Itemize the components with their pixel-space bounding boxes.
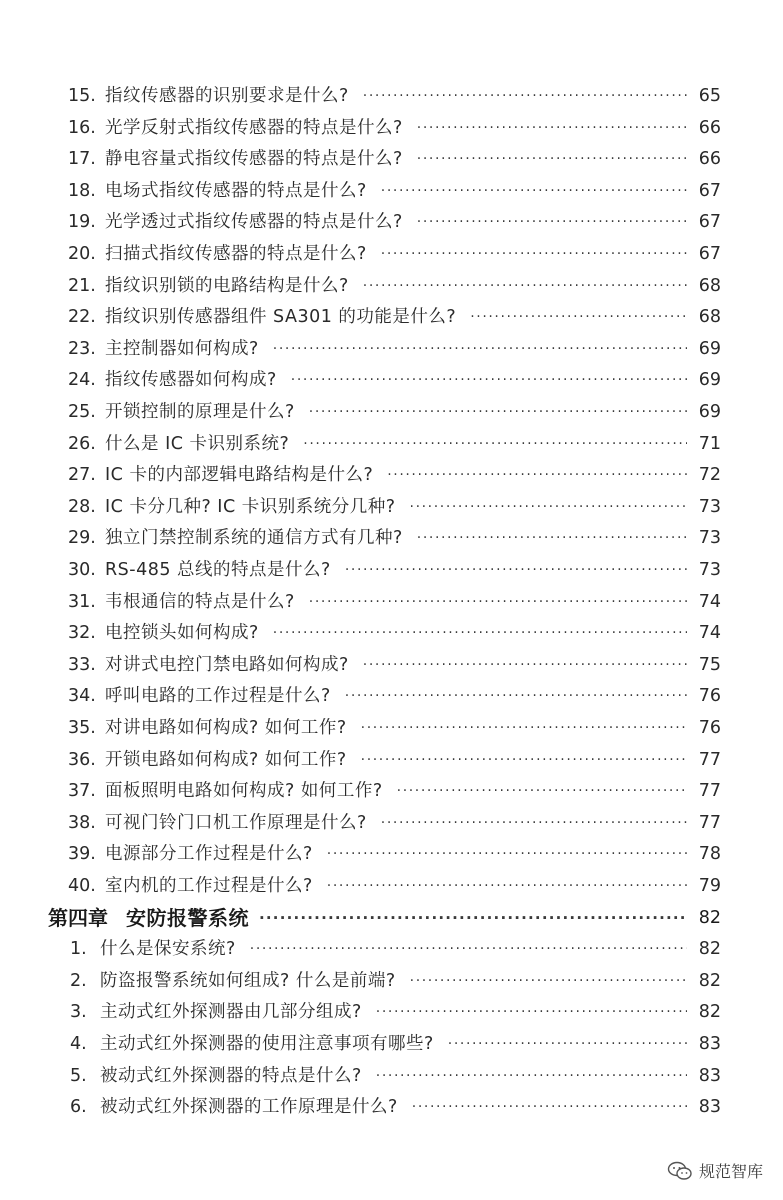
toc-entry-number: 2.	[70, 970, 87, 991]
toc-entry-page: 83	[698, 1097, 721, 1118]
toc-entry[interactable]	[70, 966, 721, 996]
toc-entry-page: 69	[698, 402, 721, 422]
toc-entry-title: 指纹识别传感器组件 SA301 的功能是什么?	[105, 307, 457, 328]
toc-entry[interactable]	[68, 176, 721, 206]
dot-leader	[381, 239, 687, 269]
toc-entry-number: 18.	[68, 180, 96, 201]
toc-entry[interactable]	[68, 397, 721, 427]
toc-entry[interactable]	[68, 460, 721, 490]
toc-entry-title: 主控制器如何构成?	[105, 338, 259, 359]
toc-entry[interactable]	[68, 808, 721, 838]
toc-entry-number: 28.	[68, 496, 96, 517]
toc-entry[interactable]	[68, 650, 721, 680]
toc-entry-page: 82	[698, 970, 721, 991]
dot-leader	[345, 555, 687, 585]
toc-entry-title: 对讲式电控门禁电路如何构成?	[105, 654, 349, 675]
toc-entry-number: 40.	[68, 876, 96, 896]
toc-entry-page: 74	[698, 591, 721, 612]
toc-entry[interactable]	[68, 365, 721, 395]
toc-entry[interactable]	[70, 997, 721, 1027]
toc-entry-page: 73	[698, 496, 721, 517]
toc-entry-title: 扫描式指纹传感器的特点是什么?	[105, 244, 367, 264]
toc-entry-page: 72	[698, 465, 721, 486]
toc-entry[interactable]	[68, 745, 721, 775]
toc-entry-title: 指纹传感器如何构成?	[105, 370, 277, 391]
dot-leader	[361, 745, 687, 775]
dot-leader	[381, 808, 687, 838]
toc-entry-page: 76	[698, 686, 721, 707]
toc-entry-page: 82	[698, 939, 721, 960]
toc-entry[interactable]	[68, 113, 721, 143]
toc-entry-number: 35.	[68, 718, 96, 738]
toc-entry-title: 被动式红外探测器的工作原理是什么?	[100, 1097, 398, 1118]
toc-entry-page: 68	[698, 307, 721, 328]
toc-entry-page: 69	[698, 338, 721, 359]
toc-entry[interactable]	[70, 934, 721, 964]
dot-leader	[363, 271, 687, 301]
toc-entry-number: 22.	[68, 307, 96, 328]
dot-leader	[259, 903, 687, 933]
toc-entry-title: 什么是保安系统?	[100, 939, 236, 960]
toc-entry[interactable]	[68, 587, 721, 617]
toc-entry[interactable]	[68, 555, 721, 585]
toc-entry[interactable]	[68, 776, 721, 806]
toc-entry-title: 韦根通信的特点是什么?	[105, 591, 295, 612]
dot-leader	[412, 1092, 687, 1122]
toc-entry-title: IC 卡分几种? IC 卡识别系统分几种?	[105, 496, 396, 517]
toc-entry-number: 37.	[68, 781, 96, 802]
wechat-icon	[667, 1161, 693, 1181]
toc-entry-number: 4.	[70, 1034, 87, 1054]
toc-entry-page: 79	[698, 876, 721, 896]
toc-entry[interactable]	[68, 681, 721, 711]
toc-entry-number: 15.	[68, 86, 96, 106]
toc-entry-page: 67	[698, 180, 721, 201]
toc-entry-title: 光学透过式指纹传感器的特点是什么?	[105, 212, 403, 233]
toc-entry-page: 77	[698, 781, 721, 802]
toc-entry-page: 69	[698, 370, 721, 391]
toc-entry-number: 38.	[68, 812, 96, 833]
toc-entry-number: 25.	[68, 402, 96, 422]
toc-entry-page: 76	[698, 718, 721, 738]
toc-entry-number: 32.	[68, 623, 96, 644]
toc-entry-number: 24.	[68, 370, 96, 391]
toc-entry-title: 被动式红外探测器的特点是什么?	[100, 1065, 362, 1086]
toc-entry-title: 室内机的工作过程是什么?	[105, 876, 313, 896]
toc-entry-title: 电场式指纹传感器的特点是什么?	[105, 180, 367, 201]
toc-entry-page: 68	[698, 275, 721, 296]
toc-entry-page: 83	[698, 1034, 721, 1054]
toc-entry[interactable]	[68, 81, 721, 111]
toc-entry[interactable]	[68, 871, 721, 901]
toc-entry[interactable]	[68, 618, 721, 648]
dot-leader	[417, 207, 687, 237]
toc-entry-page: 73	[698, 560, 721, 580]
toc-entry-title: 对讲电路如何构成? 如何工作?	[105, 718, 347, 738]
toc-entry-page: 74	[698, 623, 721, 644]
chapter-number: 第四章	[48, 905, 108, 930]
toc-entry-title: 独立门禁控制系统的通信方式有几种?	[105, 528, 403, 549]
toc-entry-number: 26.	[68, 433, 96, 454]
toc-entry[interactable]	[70, 1092, 721, 1122]
toc-entry-number: 20.	[68, 244, 96, 264]
toc-entry-page: 78	[698, 844, 721, 865]
dot-leader	[397, 776, 687, 806]
dot-leader	[470, 302, 687, 332]
toc-entry-page: 75	[698, 654, 721, 675]
toc-entry-title: RS-485 总线的特点是什么?	[105, 560, 331, 580]
toc-entry-title: 光学反射式指纹传感器的特点是什么?	[105, 117, 403, 138]
toc-entry-number: 17.	[68, 149, 96, 170]
toc-entry-number: 34.	[68, 686, 96, 707]
dot-leader	[417, 144, 687, 174]
dot-leader	[273, 334, 687, 364]
toc-entry-number: 29.	[68, 528, 96, 549]
toc-entry-title: 防盗报警系统如何组成? 什么是前端?	[100, 970, 396, 991]
dot-leader	[303, 429, 687, 459]
dot-leader	[327, 839, 687, 869]
dot-leader	[376, 1061, 687, 1091]
toc-entry-page: 73	[698, 528, 721, 549]
toc-entry-number: 33.	[68, 654, 96, 675]
toc-entry[interactable]	[68, 523, 721, 553]
toc-entry-title: IC 卡的内部逻辑电路结构是什么?	[105, 465, 374, 486]
toc-entry-title: 主动式红外探测器的使用注意事项有哪些?	[100, 1034, 434, 1054]
toc-entry-page: 66	[698, 117, 721, 138]
toc-entry-number: 27.	[68, 465, 96, 486]
toc-entry-page: 65	[698, 86, 721, 106]
dot-leader	[381, 176, 687, 206]
toc-entry[interactable]	[68, 271, 721, 301]
toc-entry-title: 主动式红外探测器由几部分组成?	[100, 1002, 362, 1023]
chapter-page: 82	[698, 907, 721, 928]
toc-entry-page: 83	[698, 1065, 721, 1086]
toc-entry[interactable]	[70, 1029, 721, 1059]
toc-entry[interactable]	[68, 713, 721, 743]
toc-entry-title: 面板照明电路如何构成? 如何工作?	[105, 781, 383, 802]
toc-entry-title: 静电容量式指纹传感器的特点是什么?	[105, 149, 403, 170]
dot-leader	[361, 713, 687, 743]
toc-entry-number: 39.	[68, 844, 96, 865]
dot-leader	[410, 966, 687, 996]
toc-entry-title: 指纹传感器的识别要求是什么?	[105, 86, 349, 106]
dot-leader	[291, 365, 687, 395]
watermark-label: 规范智库	[698, 1162, 763, 1181]
dot-leader	[376, 997, 687, 1027]
toc-chapter-heading[interactable]	[48, 903, 721, 933]
chapter-title: 安防报警系统	[126, 905, 249, 930]
dot-leader	[363, 81, 687, 111]
dot-leader	[345, 681, 687, 711]
toc-entry[interactable]	[70, 1061, 721, 1091]
dot-leader	[448, 1029, 687, 1059]
dot-leader	[410, 492, 687, 522]
toc-entry[interactable]	[68, 839, 721, 869]
dot-leader	[250, 934, 687, 964]
toc-entry-title: 开锁电路如何构成? 如何工作?	[105, 749, 347, 770]
toc-entry-page: 77	[698, 812, 721, 833]
toc-entry-number: 21.	[68, 275, 96, 296]
toc-entry[interactable]	[68, 144, 721, 174]
dot-leader	[309, 397, 687, 427]
toc-entry-number: 3.	[70, 1002, 87, 1023]
toc-entry-number: 30.	[68, 560, 96, 580]
toc-entry[interactable]	[68, 429, 721, 459]
dot-leader	[387, 460, 687, 490]
toc-entry[interactable]	[68, 302, 721, 332]
dot-leader	[363, 650, 687, 680]
dot-leader	[327, 871, 687, 901]
toc-entry[interactable]	[68, 334, 721, 364]
toc-entry-title: 可视门铃门口机工作原理是什么?	[105, 812, 367, 833]
toc-entry-title: 什么是 IC 卡识别系统?	[105, 433, 290, 454]
toc-entry[interactable]	[68, 239, 721, 269]
watermark	[667, 1159, 763, 1182]
toc-entry-title: 呼叫电路的工作过程是什么?	[105, 686, 331, 707]
toc-entry-page: 77	[698, 749, 721, 770]
toc-entry-title: 电源部分工作过程是什么?	[105, 844, 313, 865]
toc-entry-title: 指纹识别锁的电路结构是什么?	[105, 275, 349, 296]
toc-entry-number: 31.	[68, 591, 96, 612]
toc-entry-number: 23.	[68, 338, 96, 359]
toc-entry-number: 5.	[70, 1065, 87, 1086]
toc-entry-page: 67	[698, 212, 721, 233]
toc-entry-page: 82	[698, 1002, 721, 1023]
toc-entry-number: 36.	[68, 749, 96, 770]
dot-leader	[417, 113, 687, 143]
toc-entry-page: 66	[698, 149, 721, 170]
toc-entry-title: 电控锁头如何构成?	[105, 623, 259, 644]
toc-entry[interactable]	[68, 207, 721, 237]
toc-entry-page: 71	[698, 433, 721, 454]
dot-leader	[417, 523, 687, 553]
toc-entry-title: 开锁控制的原理是什么?	[105, 402, 295, 422]
toc-entry-number: 16.	[68, 117, 96, 138]
toc-entry-number: 19.	[68, 212, 96, 233]
dot-leader	[273, 618, 687, 648]
toc-entry-number: 6.	[70, 1097, 87, 1118]
toc-entry-number: 1.	[70, 939, 87, 960]
dot-leader	[309, 587, 687, 617]
toc-entry[interactable]	[68, 492, 721, 522]
toc-entry-page: 67	[698, 244, 721, 264]
